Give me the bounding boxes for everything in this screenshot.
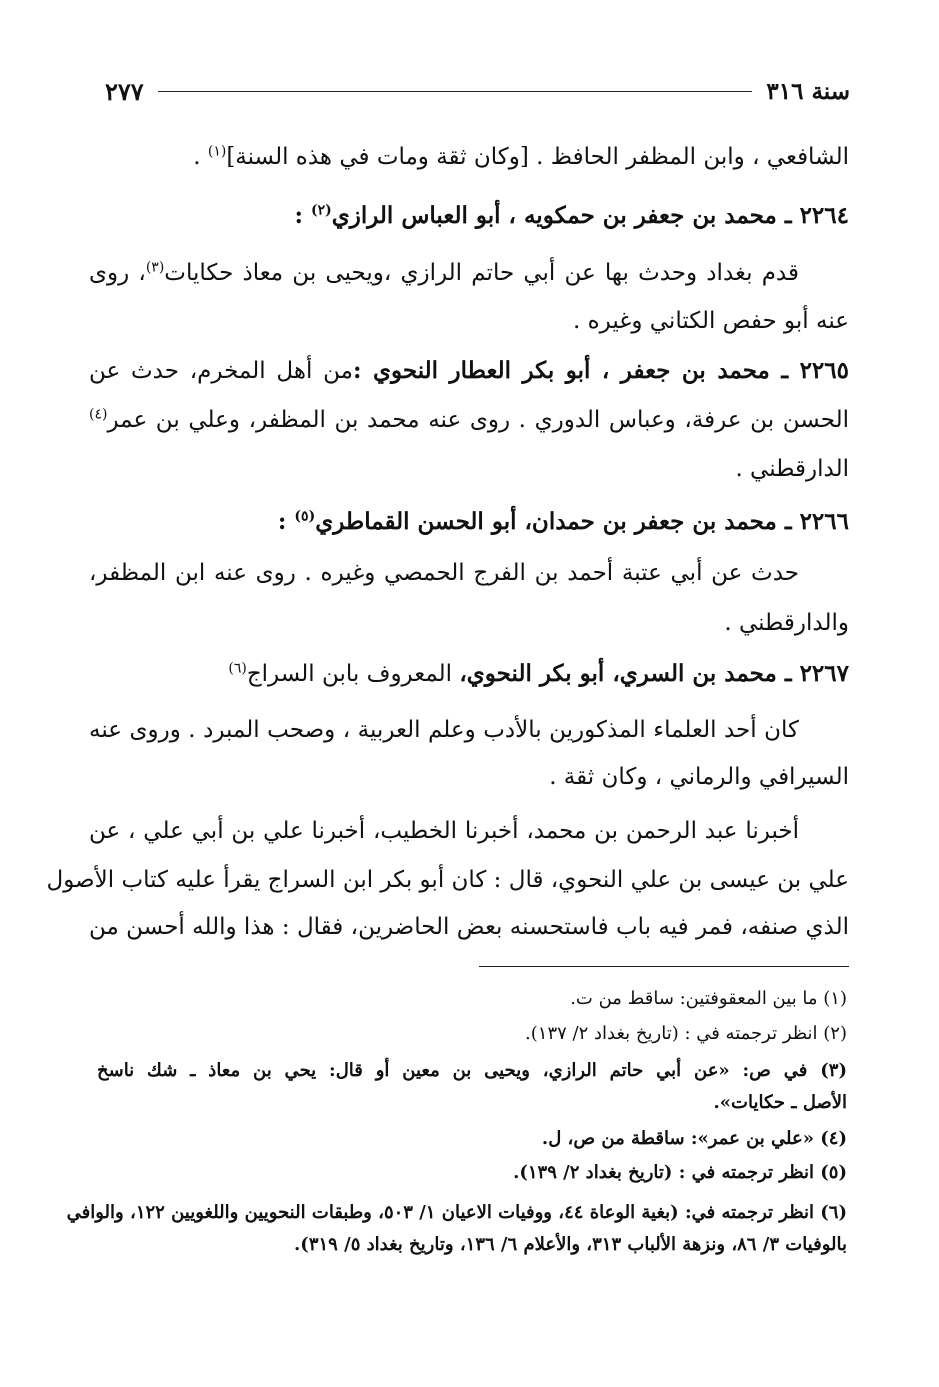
entry-title: ٢٢٦٧ ـ محمد بن السري، أبو بكر النحوي، (459, 660, 849, 687)
entry-title: ٢٢٦٦ ـ محمد بن جعفر بن حمدان، أبو الحسن القماطري (315, 508, 849, 535)
colon: : (277, 508, 287, 535)
footnote-3-cont: الأصل ـ حكايات». (713, 1092, 847, 1113)
text-line: الدارقطني . (735, 456, 849, 482)
page-header (105, 74, 850, 108)
footnote-5: (٥) انظر ترجمته في : (تاريخ بغداد ٢/ ١٣٩). (513, 1162, 847, 1183)
footnote-ref: (٣) (145, 259, 165, 276)
text-segment: قدم بغداد وحدث بها عن أبي حاتم الرازي ،ويحيى بن معاذ حكايات (164, 260, 799, 286)
colon: : (294, 202, 303, 229)
footnote-ref: (٢) (310, 202, 332, 219)
text-line: عنه أبو حفص الكتاني وغيره . (573, 308, 849, 334)
text-line: أخبرنا عبد الرحمن بن محمد، أخبرنا الخطيب، أخبرنا علي بن أبي علي ، عن (89, 818, 799, 844)
footnote-6: (٦) انظر ترجمته في: (بغية الوعاة ٤٤، ووفيات الاعيان ١/ ٥٠٣، وطبقات النحويين واللغويين ١٢٢، والوافي (66, 1202, 847, 1223)
text-segment: الشافعي ، وابن المظفر الحافظ . [وكان ثقة ومات في هذه السنة] (226, 144, 849, 170)
footnote-separator (479, 966, 849, 967)
text-segment: المعروف بابن السراج (246, 661, 453, 687)
text-line: حدث عن أبي عتبة أحمد بن الفرج الحمصي وغيره . روى عنه ابن المظفر، (89, 560, 799, 586)
running-head-year: سنة ٣١٦ (766, 77, 850, 105)
header-rule (158, 91, 753, 92)
footnote-ref: (٤) (89, 406, 108, 423)
text-line: الذي صنفه، فمر فيه باب فاستحسنه بعض الحاضرين، فقال : هذا والله أحسن من (89, 914, 849, 940)
entry-heading-2264 (89, 199, 849, 239)
text-line (89, 403, 849, 443)
text-line (89, 256, 799, 296)
text-segment: الحسن بن عرفة، وعباس الدوري . روى عنه محمد بن المظفر، وعلي بن عمر (107, 407, 849, 433)
entry-heading-2266 (89, 505, 849, 545)
page-number: ٢٧٧ (105, 76, 144, 106)
footnote-ref: (٥) (294, 508, 316, 525)
footnote-1: (١) ما بين المعقوفتين: ساقط من ت. (570, 988, 847, 1009)
entry-heading-2265 (89, 354, 849, 394)
text-line: والدارقطني . (724, 610, 849, 636)
text-line: السيرافي والرماني ، وكان ثقة . (549, 764, 849, 790)
footnote-4: (٤) «علي بن عمر»: ساقطة من ص، ل. (541, 1128, 847, 1149)
text-line: الشافعي ، وابن المظفر الحافظ . [وكان ثقة ومات في هذه السنة]$^{(١)}$ . (193, 143, 849, 170)
text-line: كان أحد العلماء المذكورين بالأدب وعلم العربية ، وصحب المبرد . وروى عنه (89, 717, 799, 743)
entry-title: ٢٢٦٥ ـ محمد بن جعفر ، أبو بكر العطار النحوي : (352, 357, 849, 384)
entry-heading-2267 (89, 657, 849, 697)
footnote-6-cont: بالوفيات ٣/ ٨٦، ونزهة الألباب ٣١٣، والأعلام ٦/ ١٣٦، وتاريخ بغداد ٥/ ٣١٩). (294, 1234, 847, 1255)
entry-title: ٢٢٦٤ ـ محمد بن جعفر بن حمكويه ، أبو العباس الرازي (331, 202, 849, 229)
text-segment: ، روى (89, 260, 146, 286)
text-line: علي بن عيسى بن علي النحوي، قال : كان أبو بكر ابن السراج يقرأ عليه كتاب الأصول (46, 867, 849, 893)
footnote-ref: (٦) (228, 660, 247, 677)
footnote-ref: (١) (207, 143, 227, 160)
footnote-2: (٢) انظر ترجمته في : (تاريخ بغداد ٢/ ١٣٧). (525, 1023, 847, 1044)
footnote-3: (٣) في ص: «عن أبي حاتم الرازي، ويحيى بن معين أو قال: يحي بن معاذ ـ شك ناسخ (97, 1060, 847, 1081)
text-segment: من أهل المخرم، حدث عن (89, 358, 353, 384)
